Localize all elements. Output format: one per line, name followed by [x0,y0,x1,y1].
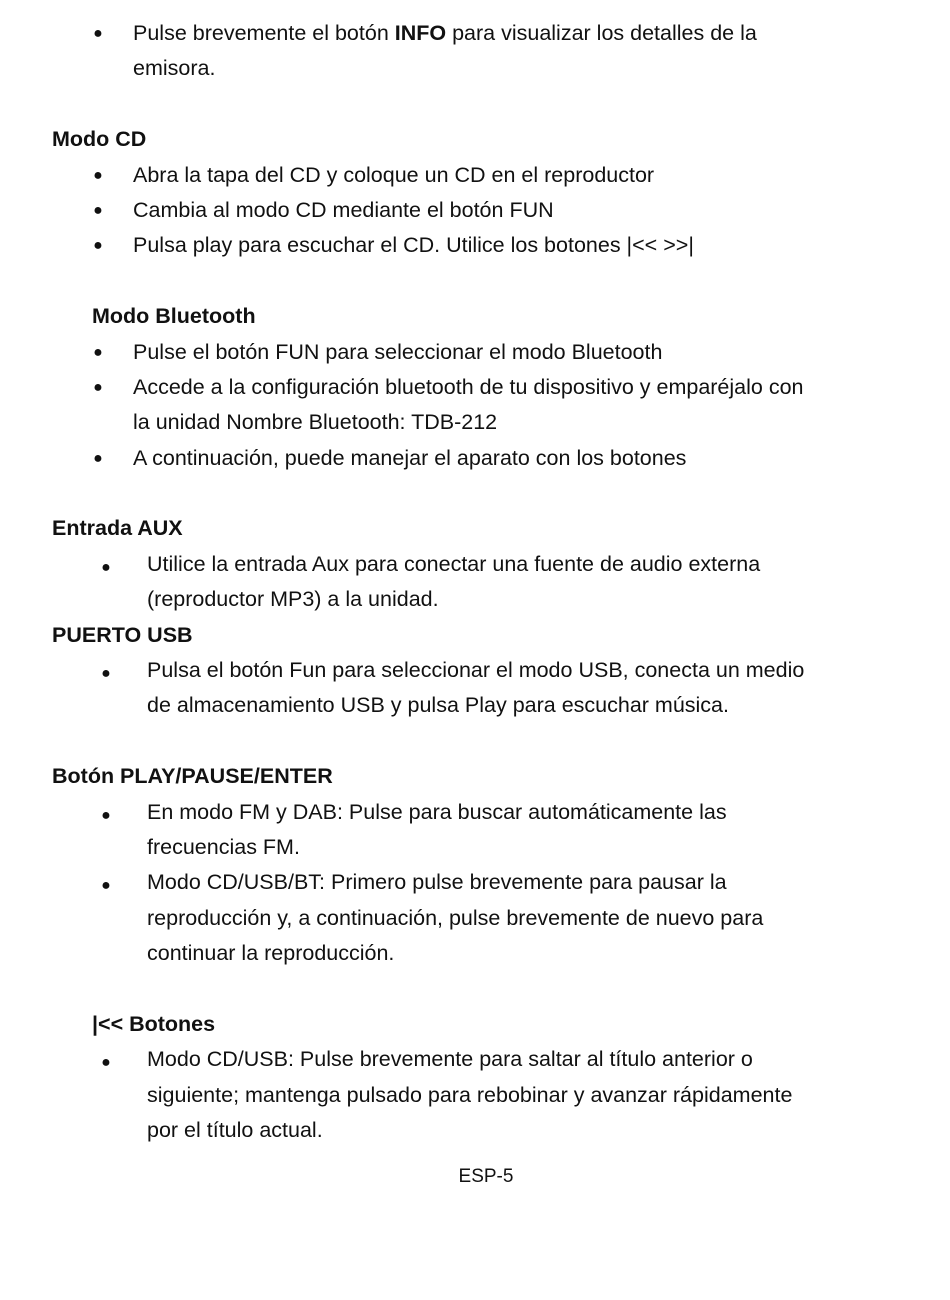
bullet-icon: ● [93,201,103,219]
botones-item-text: Modo CD/USB: Pulse brevemente para saltar al título anterior o [147,1047,753,1072]
page-number: ESP-5 [458,1166,514,1187]
bullet-icon: ● [93,166,103,184]
bullet-icon: ● [93,25,103,42]
play-item-continuation: frecuencias FM. [147,834,300,859]
play-item-text: Modo CD/USB/BT: Primero pulse brevemente para pausar la [147,870,727,895]
info-text-bold: INFO [394,21,447,45]
bluetooth-item-text: A continuación, puede manejar el aparato con los botones [133,445,687,470]
info-text-continuation: emisora. [133,56,216,81]
usb-item-text: Pulsa el botón Fun para seleccionar el modo USB, conecta un medio [147,658,805,683]
bullet-icon: ● [93,449,103,467]
play-item-continuation: reproducción y, a continuación, pulse brevemente de nuevo para [147,905,764,930]
bullet-icon: ● [93,343,103,361]
list-item [0,193,950,228]
bullet-icon: ● [101,1054,111,1072]
list-item [0,158,950,193]
bullet-icon: ● [101,665,111,683]
heading-botones: |<< Botones [92,1011,216,1036]
cd-item-text: Pulsa play para escuchar el CD. Utilice los botones |<< >>| [133,233,694,258]
list-item [0,370,950,405]
botones-item-continuation: por el título actual. [147,1118,323,1143]
bullet-icon: ● [101,558,111,576]
list-item [0,441,950,476]
cd-item-text: Abra la tapa del CD y coloque un CD en el reproductor [133,162,655,187]
list-item [0,547,950,582]
bullet-icon: ● [93,237,103,255]
play-item-continuation: continuar la reproducción. [147,941,395,966]
bluetooth-item-text: Accede a la configuración bluetooth de tu dispositivo y emparéjalo con [133,374,804,399]
list-item [0,335,950,370]
heading-modo-cd: Modo CD [52,127,147,152]
bluetooth-item-continuation: la unidad Nombre Bluetooth: TDB-212 [133,410,498,435]
bluetooth-item-text: Pulse el botón FUN para seleccionar el modo Bluetooth [133,339,663,364]
list-item-info [0,16,950,51]
list-item [0,1042,950,1077]
heading-boton-play: Botón PLAY/PAUSE/ENTER [52,764,333,789]
bullet-icon: ● [101,877,111,895]
usb-item-continuation: de almacenamiento USB y pulsa Play para escuchar música. [147,693,729,718]
list-item [0,865,950,900]
bullet-icon: ● [101,806,111,824]
manual-page [0,16,950,1149]
bullet-icon: ● [93,378,103,396]
info-text-before: Pulse brevemente el botón [133,21,395,45]
info-text-after: para visualizar los detalles de la [446,21,757,45]
heading-modo-bluetooth: Modo Bluetooth [92,304,256,329]
list-item [0,795,950,830]
play-item-text: En modo FM y DAB: Pulse para buscar automáticamente las [147,799,727,824]
heading-entrada-aux: Entrada AUX [52,516,183,541]
list-item [0,228,950,263]
list-item [0,653,950,688]
cd-item-text: Cambia al modo CD mediante el botón FUN [133,197,554,222]
aux-item-continuation: (reproductor MP3) a la unidad. [147,587,439,612]
heading-puerto-usb: PUERTO USB [52,622,193,647]
aux-item-text: Utilice la entrada Aux para conectar una fuente de audio externa [147,551,761,576]
botones-item-continuation: siguiente; mantenga pulsado para rebobinar y avanzar rápidamente [147,1082,793,1107]
